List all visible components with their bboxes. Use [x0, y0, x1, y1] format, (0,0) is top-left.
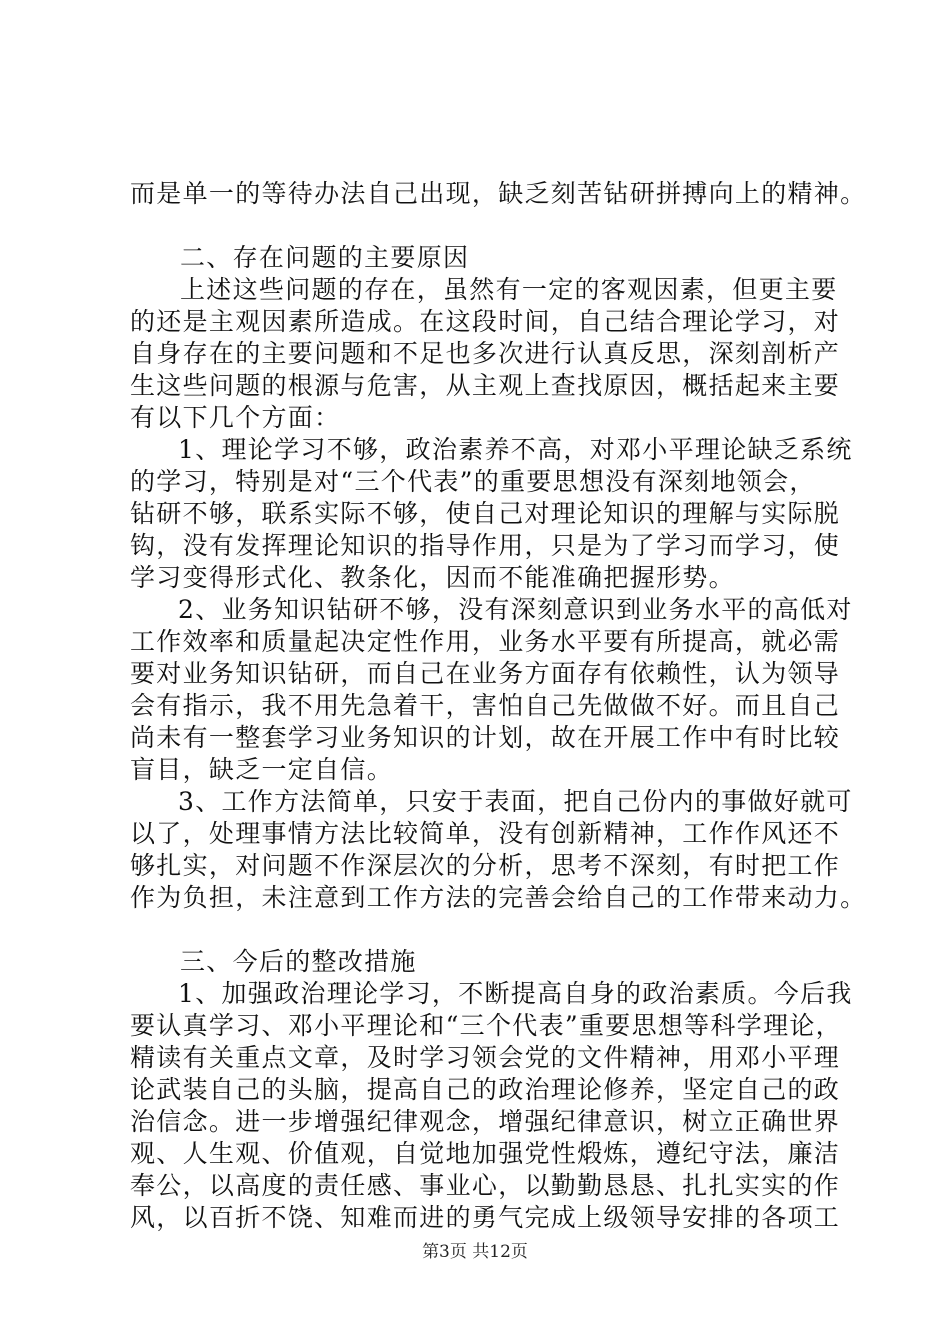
page-number-footer: 第3页 共12页	[422, 1242, 528, 1262]
text-line: 1、理论学习不够，政治素养不高，对邓小平理论缺乏系统	[178, 435, 853, 464]
text-line: 有以下几个方面：	[130, 403, 341, 432]
text-line: 盲目，缺乏一定自信。	[130, 755, 394, 784]
text-line: 生这些问题的根源与危害，从主观上查找原因，概括起来主要	[130, 371, 841, 400]
text-line: 会有指示，我不用先急着干，害怕自己先做做不好。而且自己	[130, 691, 841, 720]
text-line: 观、人生观、价值观，自觉地加强党性煅炼，遵纪守法，廉洁	[130, 1139, 841, 1168]
text-line: 工作效率和质量起决定性作用，业务水平要有所提高，就必需	[130, 627, 841, 656]
text-line: 尚未有一整套学习业务知识的计划，故在开展工作中有时比较	[130, 723, 841, 752]
text-line: 上述这些问题的存在，虽然有一定的客观因素，但更主要	[180, 275, 838, 304]
text-line: 2、业务知识钻研不够，没有深刻意识到业务水平的高低对	[178, 595, 853, 624]
section-heading: 二、存在问题的主要原因	[180, 243, 470, 272]
text-line: 学习变得形式化、教条化，因而不能准确把握形势。	[130, 563, 735, 592]
text-line: 够扎实，对问题不作深层次的分析，思考不深刻，有时把工作	[130, 851, 841, 880]
text-line: 自身存在的主要问题和不足也多次进行认真反思，深刻剖析产	[130, 339, 841, 368]
text-line: 以了，处理事情方法比较简单，没有创新精神，工作作风还不	[130, 819, 841, 848]
text-line: 精读有关重点文章，及时学习领会党的文件精神，用邓小平理	[130, 1043, 841, 1072]
text-line: 的学习，特别是对“三个代表”的重要思想没有深刻地领会，	[130, 467, 816, 496]
text-line: 风，以百折不饶、知难而进的勇气完成上级领导安排的各项工	[130, 1203, 841, 1232]
text-line: 作为负担，未注意到工作方法的完善会给自己的工作带来动力。	[130, 883, 867, 912]
text-line: 而是单一的等待办法自己出现，缺乏刻苦钻研拼搏向上的精神。	[130, 179, 867, 208]
text-line: 论武装自己的头脑，提高自己的政治理论修养，坚定自己的政	[130, 1075, 841, 1104]
text-line: 治信念。进一步增强纪律观念，增强纪律意识，树立正确世界	[130, 1107, 841, 1136]
text-line: 钩，没有发挥理论知识的指导作用，只是为了学习而学习，使	[130, 531, 841, 560]
text-line: 要对业务知识钻研，而自己在业务方面存有依赖性，认为领导	[130, 659, 841, 688]
section-heading: 三、今后的整改措施	[180, 947, 417, 976]
text-line: 钻研不够，联系实际不够，使自己对理论知识的理解与实际脱	[130, 499, 841, 528]
text-line: 奉公，以高度的责任感、事业心，以勤勤恳恳、扎扎实实的作	[130, 1171, 841, 1200]
text-line: 1、加强政治理论学习，不断提高自身的政治素质。今后我	[178, 979, 853, 1008]
text-line: 要认真学习、邓小平理论和“三个代表”重要思想等科学理论，	[130, 1011, 842, 1040]
text-line: 3、工作方法简单，只安于表面，把自己份内的事做好就可	[178, 787, 853, 816]
text-line: 的还是主观因素所造成。在这段时间，自己结合理论学习，对	[130, 307, 841, 336]
